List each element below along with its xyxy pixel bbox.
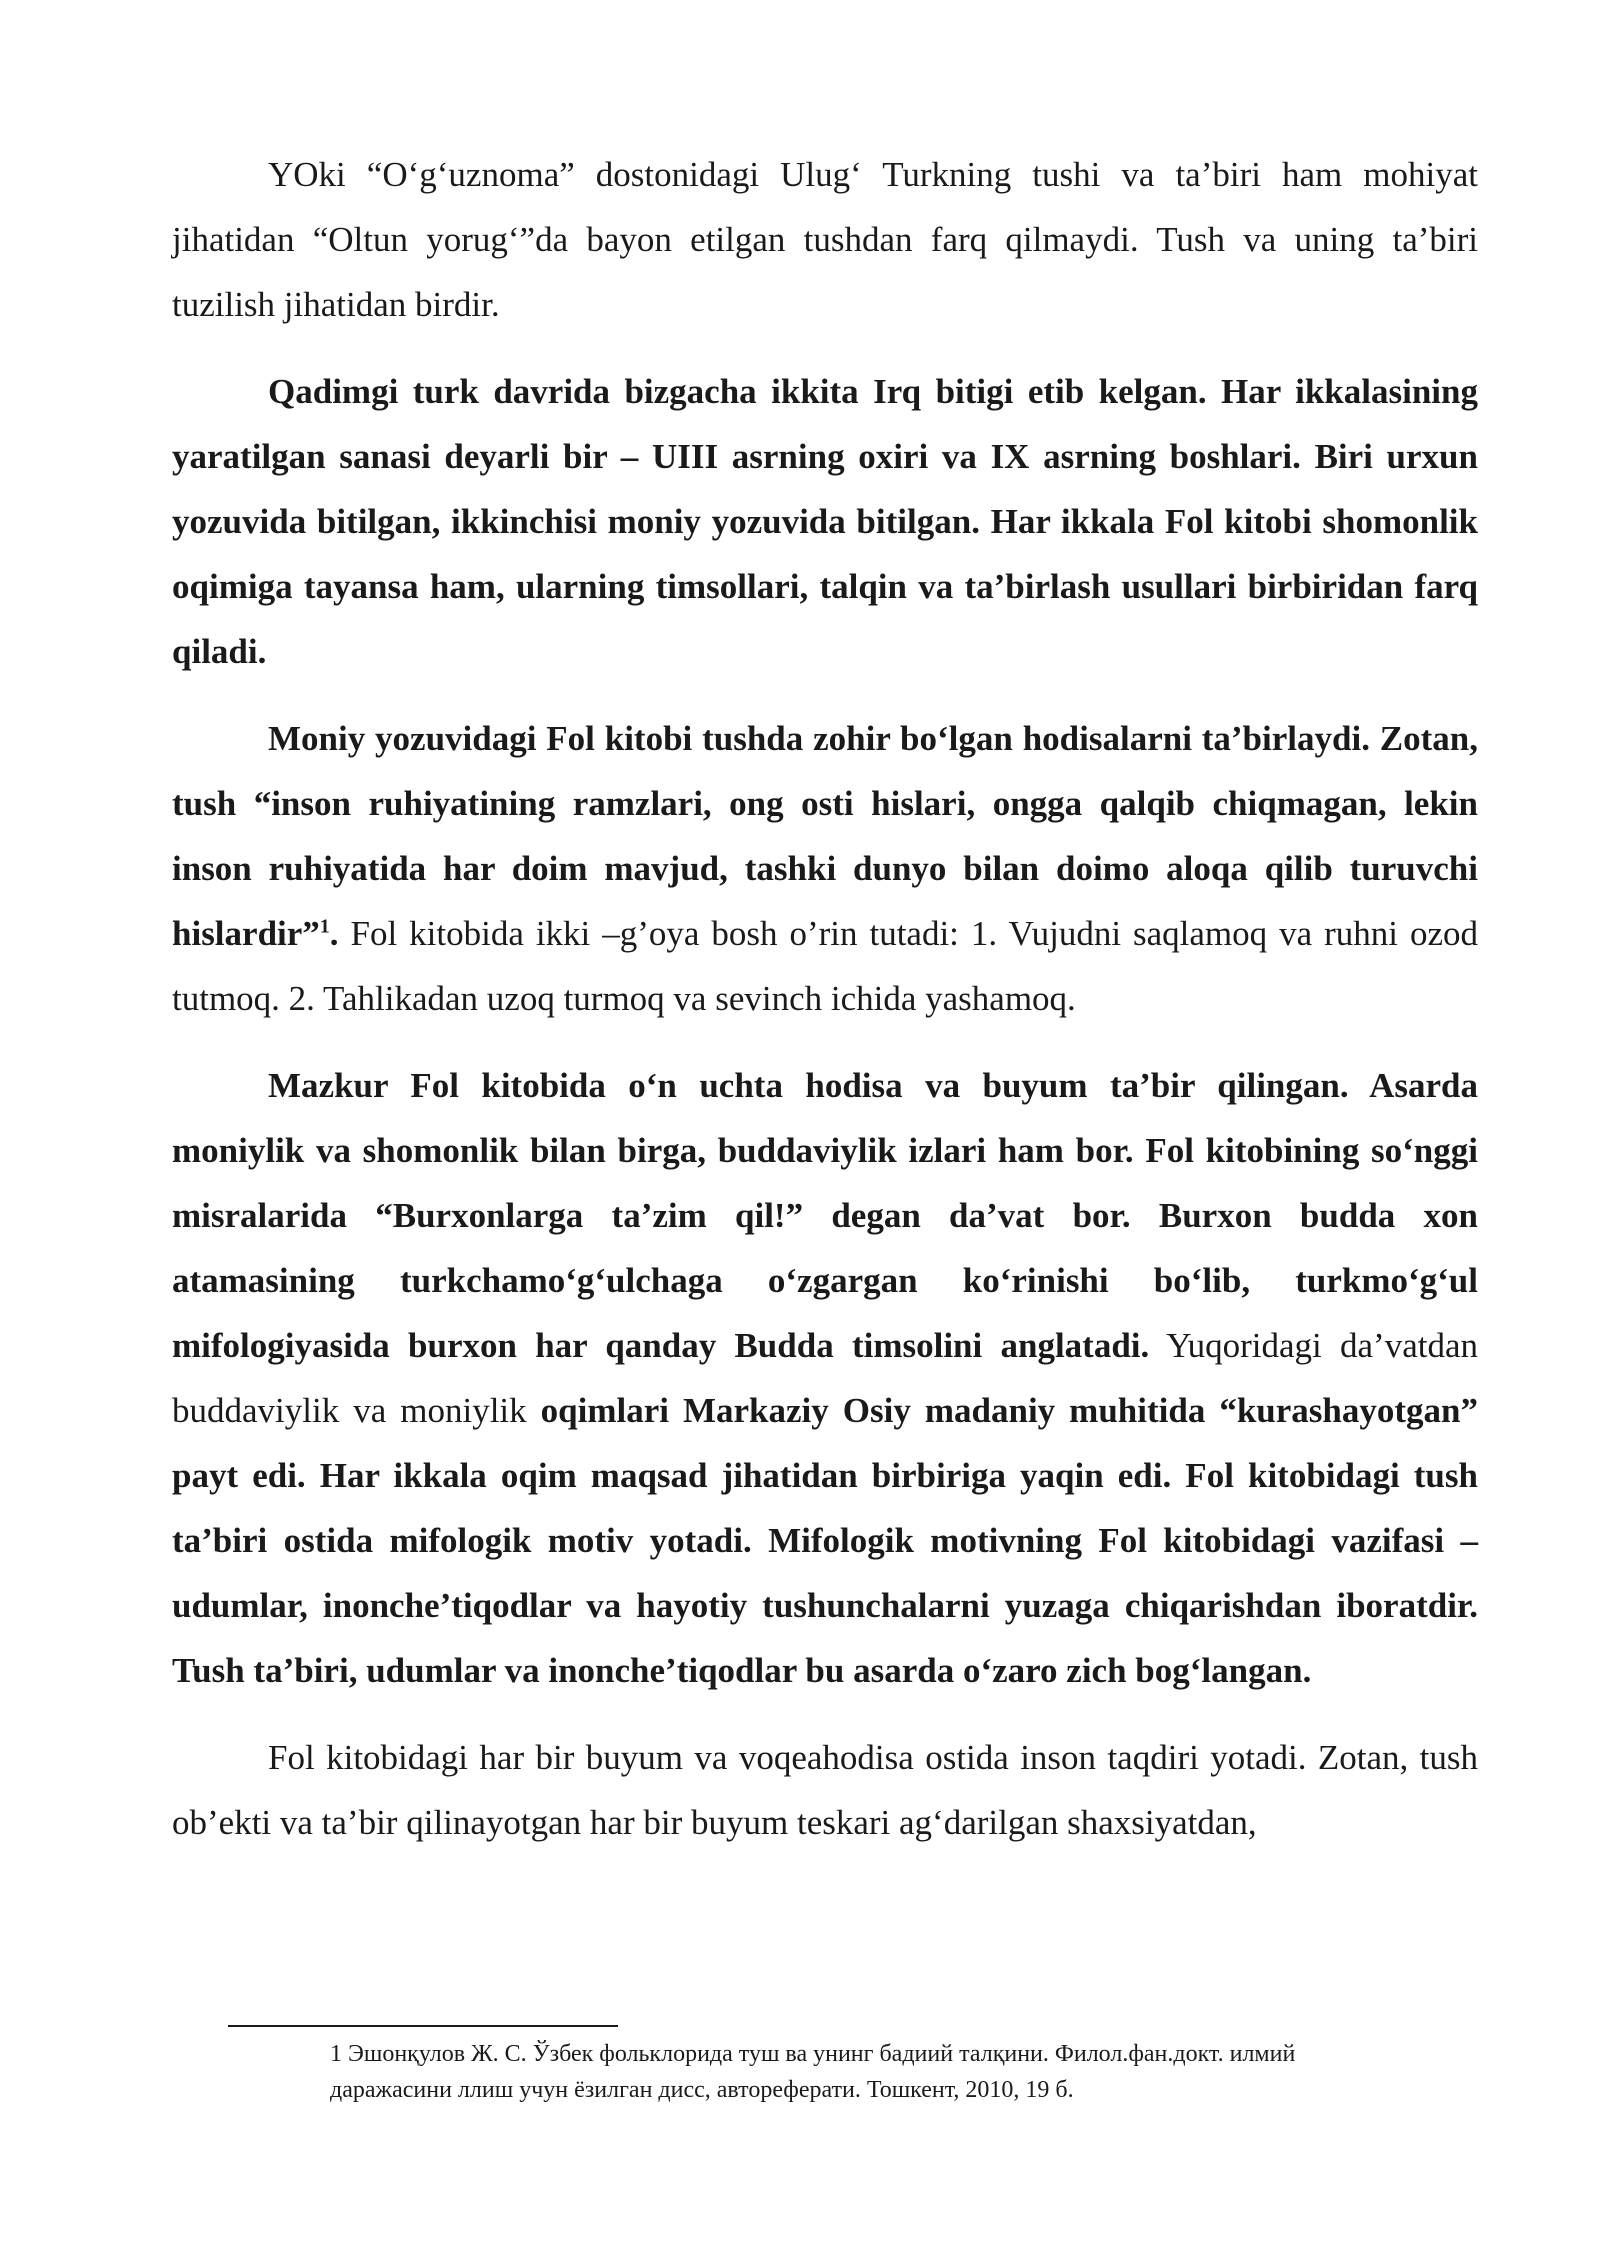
paragraph-3-bold-period: . xyxy=(329,914,339,953)
paragraph-1 xyxy=(172,142,1478,337)
footnote: 1 Эшонқулов Ж. С. Ўзбек фольклорида туш ва унинг бадиий талқини. Филол.фан.докт. илмий даражасини ллиш учун ёзилган дисс, автореферати. Тошкент, 2010, 19 б. xyxy=(330,2041,1296,2103)
paragraph-3-text: Fol kitobida ikki –g’oya bosh o’rin tutadi: 1. Vujudni saqlamoq va ruhni ozod tutmoq. 2. Tahlikadan uzoq turmoq va sevinch ichida yashamoq. xyxy=(172,914,1478,1018)
paragraph-4-text: Yuqoridagi da’vatdan buddaviylik va moniylik xyxy=(172,1326,1478,1430)
main-text xyxy=(172,142,1478,1877)
paragraph-2 xyxy=(172,359,1478,684)
paragraph-5-text: Fol kitobidagi har bir buyum va voqeahodisa ostida inson taqdiri yotadi. Zotan, tush ob’ekti va ta’bir qilinayotgan har bir buyum teskari ag‘darilgan shaxsiyatdan, xyxy=(172,1738,1478,1842)
paragraph-4-bold-text-1: Mazkur Fol kitobida o‘n uchta hodisa va buyum ta’bir qilingan. Asarda moniylik va shomonlik bilan birga, buddaviylik izlari ham bor. Fol kitobining so‘nggi misralarida “Burxonlarga ta’zim qil!” degan da’vat bor. Burxon budda xon atamasining turkchamo‘g‘ulchaga o‘zgargan ko‘rinishi bo‘lib, turkmo‘g‘ul mifologiyasida burxon har qanday Budda timsolini anglatadi. xyxy=(172,1066,1478,1365)
paragraph-2-bold-text: Qadimgi turk davrida bizgacha ikkita Irq bitigi etib kelgan. Har ikkalasining yaratilgan sanasi deyarli bir – UIII asrning oxiri va IX asrning boshlari. Biri urxun yozuvida bitilgan, ikkinchisi moniy yozuvida bitilgan. Har ikkala Fol kitobi shomonlik oqimiga tayansa ham, ularning timsollari, talqin va ta’birlash usullari birbiridan farq qiladi. xyxy=(172,372,1478,671)
paragraph-4-bold-text-2: oqimlari Markaziy Osiy madaniy muhitida “kurashayotgan” payt edi. Har ikkala oqim maqsad jihatidan birbiriga yaqin edi. Fol kitobidagi tush ta’biri ostida mifologik motiv yotadi. Mifologik motivning Fol kitobidagi vazifasi – udumlar, inonche’tiqodlar va hayotiy tushunchalarni yuzaga chiqarishdan iboratdir. Tush ta’biri, udumlar va inonche’tiqodlar bu asarda o‘zaro zich bog‘langan. xyxy=(172,1391,1479,1690)
paragraph-3 xyxy=(172,706,1478,1031)
paragraph-1-text: YOki “O‘g‘uznoma” dostonidagi Ulug‘ Turkning tushi va ta’biri ham mohiyat jihatidan “Oltun yorug‘”da bayon etilgan tushdan farq qilmaydi. Tush va uning ta’biri tuzilish jihatidan birdir. xyxy=(172,155,1478,324)
paragraph-5 xyxy=(172,1725,1478,1855)
footnote-reference[interactable]: 1 xyxy=(319,915,330,938)
paragraph-4 xyxy=(172,1053,1478,1703)
paragraph-3-bold-text: Moniy yozuvidagi Fol kitobi tushda zohir bo‘lgan hodisalarni ta’birlaydi. Zotan, tush “inson ruhiyatining ramzlari, ong osti hislari, ongga qalqib chiqmagan, lekin inson ruhiyatida har doim mavjud, tashki dunyo bilan doimo aloqa qilib turuvchi hislardir” xyxy=(172,719,1478,953)
footnote-separator xyxy=(228,2025,618,2027)
